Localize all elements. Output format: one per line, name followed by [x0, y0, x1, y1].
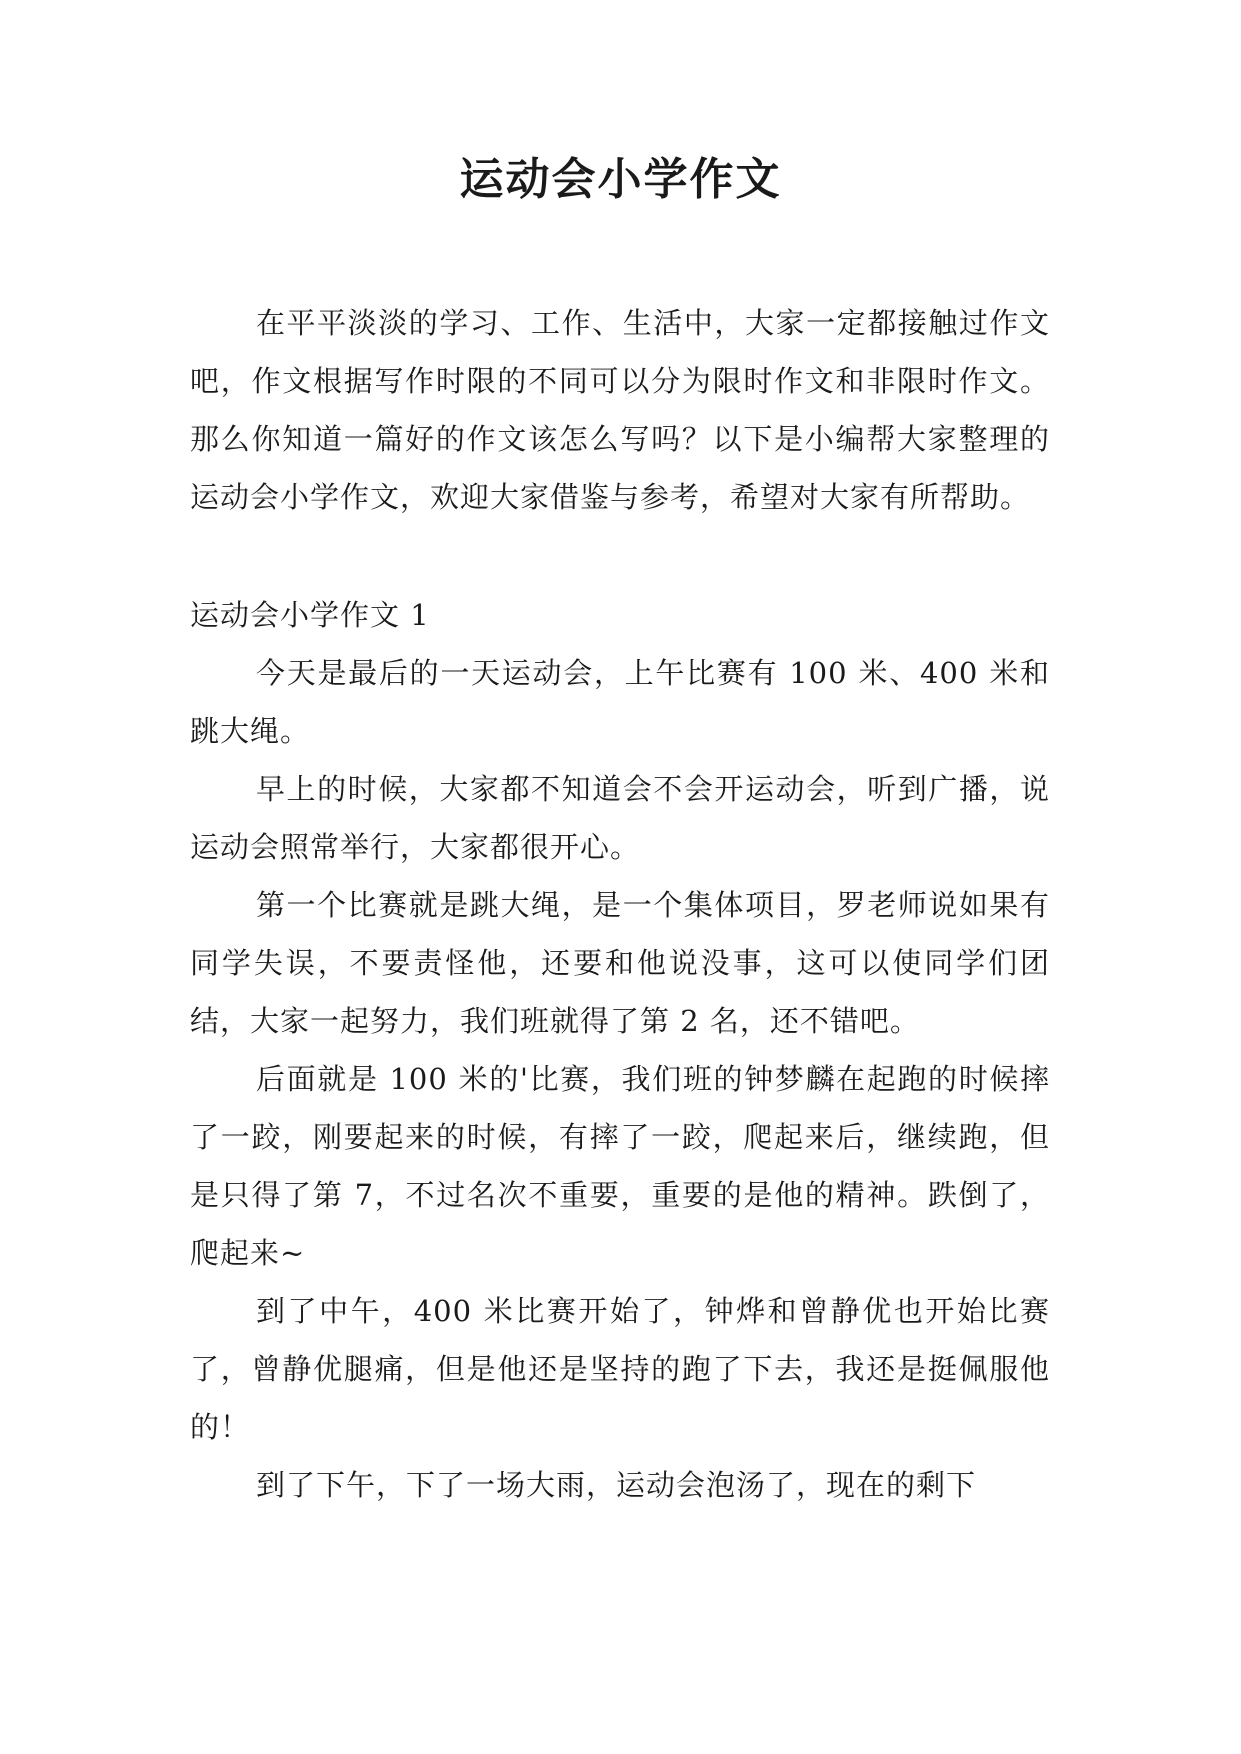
section-heading: 运动会小学作文 1 [190, 598, 430, 632]
paragraph: 第一个比赛就是跳大绳，是一个集体项目，罗老师说如果有同学失误，不要责怪他，还要和他说没事，这可以使同学们团结，大家一起努力，我们班就得了第 2 名，还不错吧。 [190, 888, 1050, 1038]
intro-paragraph: 在平平淡淡的学习、工作、生活中，大家一定都接触过作文吧，作文根据写作时限的不同可以分为限时作文和非限时作文。那么你知道一篇好的作文该怎么写吗？以下是小编帮大家整理的运动会小学作文，欢迎大家借鉴与参考，希望对大家有所帮助。 [190, 306, 1050, 514]
paragraph: 今天是最后的一天运动会，上午比赛有 100 米、400 米和跳大绳。 [190, 656, 1050, 748]
paragraph: 到了中午，400 米比赛开始了，钟烨和曾静优也开始比赛了，曾静优腿痛，但是他还是坚持的跑了下去，我还是挺佩服他的！ [190, 1294, 1050, 1444]
document-title: 运动会小学作文 [459, 154, 782, 205]
paragraph: 早上的时候，大家都不知道会不会开运动会，听到广播，说运动会照常举行，大家都很开心。 [190, 772, 1050, 864]
document-body [190, 294, 1050, 1514]
paragraph: 到了下午，下了一场大雨，运动会泡汤了，现在的剩下 [256, 1468, 977, 1502]
paragraph: 后面就是 100 米的'比赛，我们班的钟梦麟在起跑的时候摔了一跤，刚要起来的时候，有摔了一跤，爬起来后，继续跑，但是只得了第 7，不过名次不重要，重要的是他的精神。跌倒了，爬起来~ [190, 1062, 1050, 1270]
